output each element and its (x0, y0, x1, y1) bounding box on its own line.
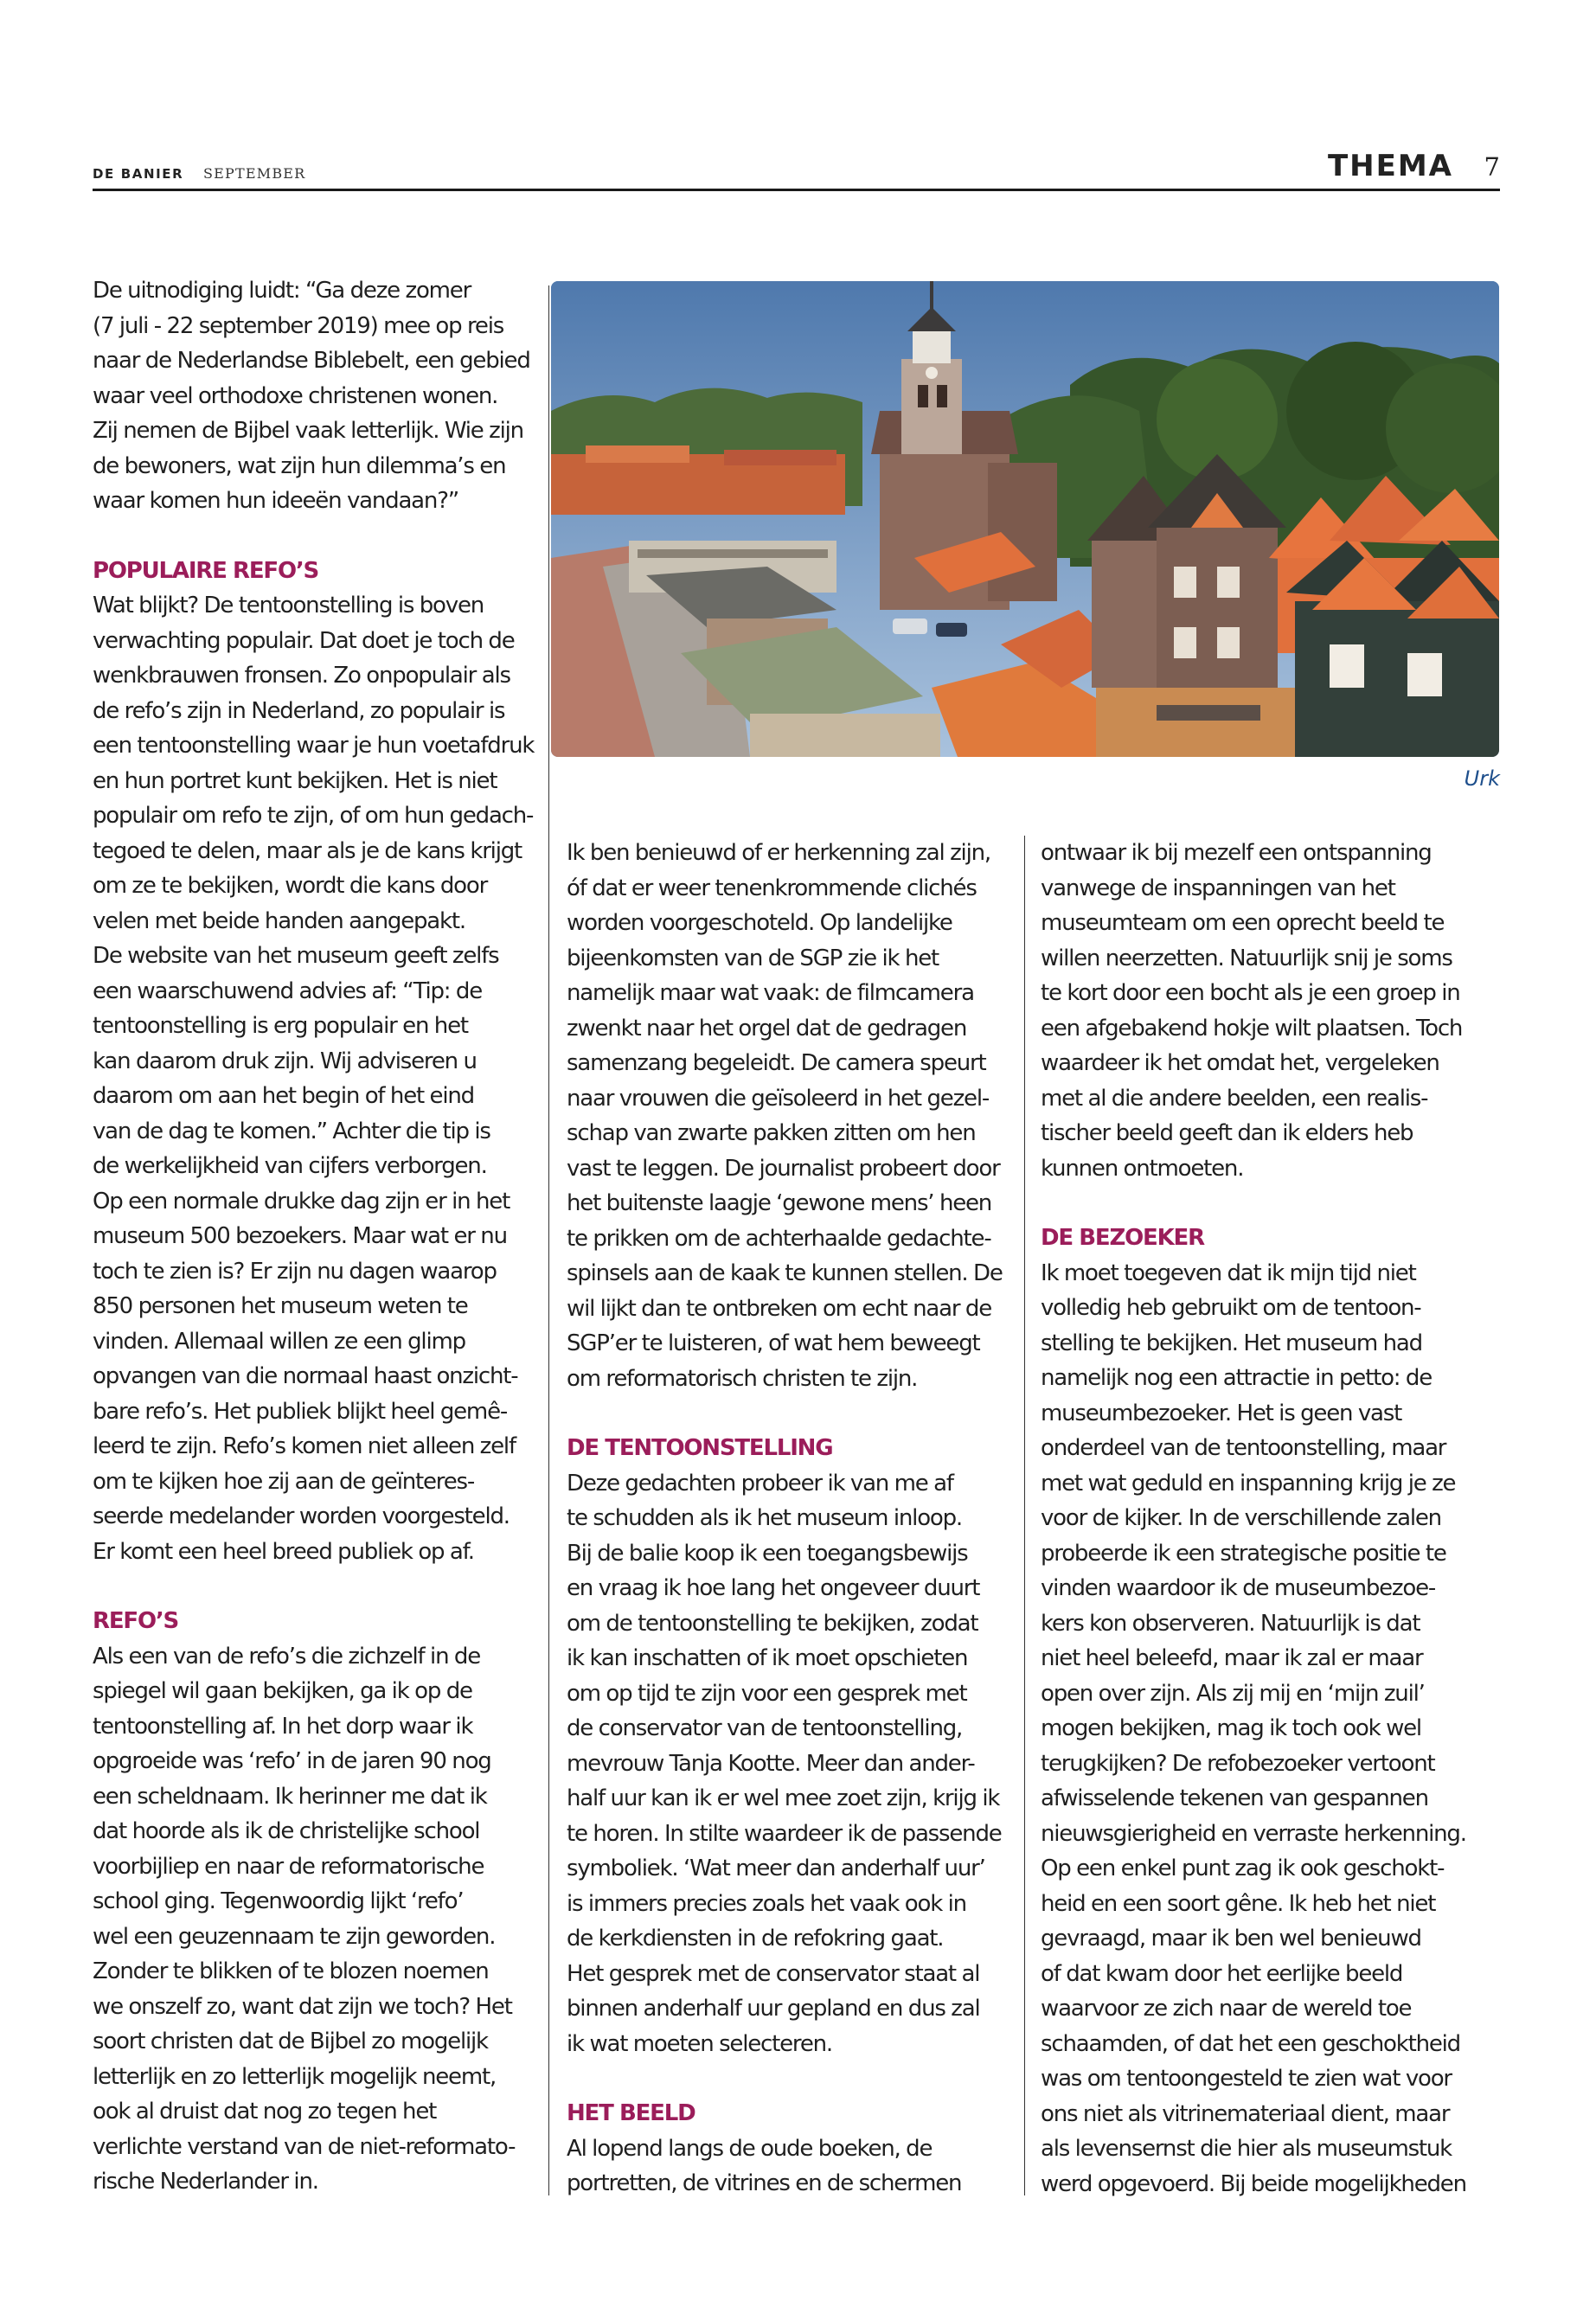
body-text-line: om ze te bekijken, wordt die kans door (93, 873, 488, 899)
body-text-line: tentoonstelling af. In het dorp waar ik (93, 1713, 473, 1740)
body-text-line: om op tijd te zijn voor een gesprek met (567, 1680, 967, 1707)
body-text-line: kers kon observeren. Natuurlijk is dat (1041, 1610, 1420, 1637)
body-text-line: de kerkdiensten in de refokring gaat. (567, 1926, 944, 1952)
village-photo (551, 281, 1499, 757)
body-text-line: vast te leggen. De journalist probeert door (567, 1155, 1000, 1182)
body-text-line: waar komen hun ideeën vandaan?” (93, 488, 459, 514)
section-heading: HET BEELD (567, 2100, 695, 2126)
body-text-line: portretten, de vitrines en de schermen (567, 2170, 962, 2196)
body-text-line: de bewoners, wat zijn hun dilemma’s en (93, 452, 506, 479)
body-text-line: verlichte verstand van de niet-reformato- (93, 2133, 516, 2160)
village-photo-illustration (551, 281, 1499, 757)
body-text-line: naar vrouwen die geïsoleerd in het gezel- (567, 1085, 990, 1112)
body-text-line: een tentoonstelling waar je hun voetafdruk (93, 733, 535, 759)
body-text-line: voor de kijker. In de verschillende zalen (1041, 1505, 1441, 1531)
body-text-line: kunnen ontmoeten. (1041, 1155, 1244, 1182)
body-text-line: gevraagd, maar ik ben wel benieuwd (1041, 1926, 1421, 1952)
column-divider-2 (1024, 836, 1025, 2195)
body-text-line: symboliek. ‘Wat meer dan anderhalf uur’ (567, 1856, 985, 1881)
body-text-line: bijeenkomsten van de SGP zie ik het (567, 945, 939, 971)
body-text-line: spiegel wil gaan bekijken, ga ik op de (93, 1678, 472, 1704)
paragraph-gap (567, 1396, 1012, 1431)
body-text-line: terugkijken? De refobezoeker vertoont (1041, 1750, 1435, 1777)
body-text-line: schaamden, of dat het een geschoktheid (1041, 2030, 1460, 2057)
body-text-line: het buitenste laagje ‘gewone mens’ heen (567, 1190, 992, 1216)
body-text-line: mevrouw Tanja Kootte. Meer dan ander- (567, 1750, 975, 1777)
body-text-line: SGP’er te luisteren, of wat hem beweegt (567, 1330, 980, 1356)
body-text-line: met wat geduld en inspanning krijg je ze (1041, 1470, 1456, 1497)
body-text-line: schap van zwarte pakken zitten om hen (567, 1120, 976, 1146)
body-text-line: vinden. Allemaal willen ze een glimp (93, 1328, 465, 1355)
body-text-line: stelling te bekijken. Het museum had (1041, 1330, 1422, 1356)
paragraph-gap (567, 2061, 1012, 2096)
body-text-line: de refo’s zijn in Nederland, zo populair is (93, 697, 505, 724)
body-text-line: was om tentoongesteld te zien wat voor (1041, 2066, 1452, 2092)
body-text-line: onderdeel van de tentoonstelling, maar (1041, 1435, 1446, 1461)
body-text-line: om te kijken hoe zij aan de geïnteres- (93, 1468, 475, 1495)
body-text-line: spinsels aan de kaak te kunnen stellen. De (567, 1260, 1003, 1286)
body-text-line: bare refo’s. Het publiek blijkt heel gemê- (93, 1398, 508, 1425)
body-text-line: opgroeide was ‘refo’ in de jaren 90 nog (93, 1748, 491, 1774)
body-text-line: Wat blijkt? De tentoonstelling is boven (93, 593, 484, 619)
paragraph-gap (93, 519, 538, 554)
body-text-line: een scheldnaam. Ik herinner me dat ik (93, 1783, 487, 1810)
body-text-line: een waarschuwend advies af: “Tip: de (93, 977, 483, 1004)
page-number: 7 (1484, 152, 1500, 182)
issue-month: SEPTEMBER (203, 165, 306, 182)
body-text-line: school ging. Tegenwoordig lijkt ‘refo’ (93, 1888, 464, 1914)
article-column-1 (93, 273, 538, 2200)
body-text-line: vinden waardoor ik de museumbezoe- (1041, 1575, 1436, 1601)
body-text-line: ook al druist dat nog zo tegen het (93, 2099, 437, 2125)
publication-name: DE BANIER (93, 166, 184, 182)
body-text-line: ontwaar ik bij mezelf een ontspanning (1041, 840, 1432, 866)
body-text-line: volledig heb gebruikt om de tentoon- (1041, 1295, 1421, 1321)
body-text-line: Ik ben benieuwd of er herkenning zal zijn, (567, 840, 990, 866)
body-text-line: zwenkt naar het orgel dat de gedragen (567, 1015, 967, 1042)
body-text-line: museum 500 bezoekers. Maar wat er nu (93, 1223, 507, 1249)
header-rule (93, 189, 1500, 191)
body-text-line: 850 personen het museum weten te (93, 1293, 468, 1319)
body-text-line: kan daarom druk zijn. Wij adviseren u (93, 1048, 477, 1074)
paragraph-gap (93, 1569, 538, 1604)
body-text-line: namelijk maar wat vaak: de filmcamera (567, 980, 974, 1006)
body-text-line: te prikken om de achterhaalde gedachte- (567, 1225, 991, 1252)
paragraph-gap (1041, 1186, 1486, 1221)
body-text-line: seerde medelander worden voorgesteld. (93, 1503, 510, 1529)
body-text-line: van de dag te komen.” Achter die tip is (93, 1118, 490, 1144)
body-text-line: ik kan inschatten of ik moet opschieten (567, 1645, 968, 1671)
body-text-line: mogen bekijken, mag ik toch ook wel (1041, 1715, 1421, 1741)
body-text-line: waarvoor ze zich naar de wereld toe (1041, 1996, 1412, 2022)
body-text-line: om de tentoonstelling te bekijken, zodat (567, 1610, 978, 1637)
body-text-line: is immers precies zoals het vaak ook in (567, 1890, 966, 1917)
body-text-line: tischer beeld geeft dan ik elders heb (1041, 1120, 1413, 1146)
body-text-line: wel een geuzennaam te zijn geworden. (93, 1923, 496, 1950)
body-text-line: worden voorgeschoteld. Op landelijke (567, 910, 952, 936)
body-text-line: Op een enkel punt zag ik ook geschokt- (1041, 1856, 1445, 1881)
body-text-line: velen met beide handen aangepakt. (93, 907, 465, 934)
body-text-line: óf dat er weer tenenkrommende clichés (567, 875, 977, 901)
body-text-line: te horen. In stilte waardeer ik de passende (567, 1820, 1002, 1847)
body-text-line: Deze gedachten probeer ik van me af (567, 1470, 953, 1497)
body-text-line: en vraag ik hoe lang het ongeveer duurt (567, 1575, 980, 1601)
body-text-line: letterlijk en zo letterlijk mogelijk neemt, (93, 2063, 497, 2090)
section-title: THEMA (1327, 149, 1453, 183)
body-text-line: open over zijn. Als zij mij en ‘mijn zuil’ (1041, 1680, 1425, 1707)
body-text-line: samenzang begeleidt. De camera speurt (567, 1050, 986, 1076)
body-text-line: dat hoorde als ik de christelijke school (93, 1818, 480, 1844)
body-text-line: vanwege de inspanningen van het (1041, 875, 1395, 901)
body-text-line: werd opgevoerd. Bij beide mogelijkheden (1041, 2170, 1466, 2197)
body-text-line: half uur kan ik er wel mee zoet zijn, krijg ik (567, 1785, 1000, 1811)
body-text-line: binnen anderhalf uur gepland en dus zal (567, 1996, 980, 2022)
body-text-line: de werkelijkheid van cijfers verborgen. (93, 1153, 487, 1179)
page-header (93, 147, 1500, 192)
body-text-line: museumbezoeker. Het is geen vast (1041, 1400, 1402, 1426)
body-text-line: tegoed te delen, maar als je de kans krijgt (93, 837, 522, 864)
body-text-line: tentoonstelling is erg populair en het (93, 1013, 468, 1039)
body-text-line: toch te zien is? Er zijn nu dagen waarop (93, 1258, 497, 1285)
body-text-line: verwachting populair. Dat doet je toch de (93, 627, 515, 654)
body-text-line: Op een normale drukke dag zijn er in het (93, 1188, 510, 1215)
body-text-line: als levensernst die hier als museumstuk (1041, 2136, 1452, 2162)
body-text-line: ik wat moeten selecteren. (567, 2030, 832, 2057)
body-text-line: Al lopend langs de oude boeken, de (567, 2135, 933, 2162)
column-divider-1 (548, 285, 549, 2195)
body-text-line: soort christen dat de Bijbel zo mogelijk (93, 2029, 488, 2054)
body-text-line: ons niet als vitrinemateriaal dient, maar (1041, 2100, 1450, 2127)
body-text-line: probeerde ik een strategische positie te (1041, 1540, 1446, 1567)
section-heading: DE TENTOONSTELLING (567, 1435, 833, 1461)
body-text-line: museumteam om een oprecht beeld te (1041, 910, 1445, 936)
article-column-2 (567, 836, 1012, 2202)
body-text-line: afwisselende tekenen van gespannen (1041, 1785, 1428, 1811)
body-text-line: Zonder te blikken of te blozen noemen (93, 1958, 489, 1984)
body-text-line: we onszelf zo, want dat zijn we toch? Het (93, 1993, 512, 2020)
body-text-line: wenkbrauwen fronsen. Zo onpopulair als (93, 663, 510, 689)
body-text-line: nieuwsgierigheid en verraste herkenning. (1041, 1820, 1466, 1847)
body-text-line: niet heel beleefd, maar ik zal er maar (1041, 1645, 1423, 1671)
section-heading: POPULAIRE REFO’S (93, 557, 319, 584)
body-text-line: waardeer ik het omdat het, vergeleken (1041, 1050, 1439, 1076)
photo-caption: Urk (1464, 766, 1500, 791)
section-heading: DE BEZOEKER (1041, 1225, 1204, 1251)
body-text-line: Bij de balie koop ik een toegangsbewijs (567, 1540, 968, 1567)
body-text-line: naar de Nederlandse Biblebelt, een gebied (93, 348, 530, 374)
body-text-line: wil lijkt dan te ontbreken om echt naar de (567, 1295, 991, 1322)
body-text-line: namelijk nog een attractie in petto: de (1041, 1365, 1433, 1391)
article-column-3 (1041, 836, 1486, 2202)
body-text-line: om reformatorisch christen te zijn. (567, 1365, 918, 1392)
body-text-line: daarom om aan het begin of het eind (93, 1083, 474, 1109)
body-text-line: Ik moet toegeven dat ik mijn tijd niet (1041, 1259, 1416, 1286)
body-text-line: willen neerzetten. Natuurlijk snij je soms (1041, 945, 1452, 971)
body-text-line: Er komt een heel breed publiek op af. (93, 1538, 474, 1565)
body-text-line: en hun portret kunt bekijken. Het is niet (93, 767, 497, 794)
body-text-line: een afgebakend hokje wilt plaatsen. Toch (1041, 1015, 1463, 1042)
body-text-line: Het gesprek met de conservator staat al (567, 1960, 980, 1987)
body-text-line: rische Nederlander in. (93, 2169, 318, 2195)
body-text-line: Als een van de refo’s die zichzelf in de (93, 1643, 481, 1670)
body-text-line: de conservator van de tentoonstelling, (567, 1715, 963, 1741)
body-text-line: De uitnodiging luidt: “Ga deze zomer (93, 278, 471, 304)
body-text-line: met al die andere beelden, een realis- (1041, 1085, 1428, 1112)
body-text-line: voorbijliep en naar de reformatorische (93, 1853, 484, 1880)
section-heading: REFO’S (93, 1608, 179, 1634)
body-text-line: heid en een soort gêne. Ik heb het niet (1041, 1890, 1436, 1917)
body-text-line: leerd te zijn. Refo’s komen niet alleen zelf (93, 1433, 516, 1459)
body-text-line: Zij nemen de Bijbel vaak letterlijk. Wie zijn (93, 418, 523, 444)
body-text-line: te schudden als ik het museum inloop. (567, 1505, 962, 1531)
body-text-line: waar veel orthodoxe christenen wonen. (93, 382, 498, 409)
body-text-line: opvangen van die normaal haast onzicht- (93, 1363, 518, 1389)
body-text-line: De website van het museum geeft zelfs (93, 943, 499, 969)
body-text-line: (7 juli - 22 september 2019) mee op reis (93, 312, 504, 339)
body-text-line: populair om refo te zijn, of om hun gedach- (93, 803, 534, 829)
body-text-line: te kort door een bocht als je een groep in (1041, 980, 1460, 1006)
body-text-line: of dat kwam door het eerlijke beeld (1041, 1960, 1403, 1987)
